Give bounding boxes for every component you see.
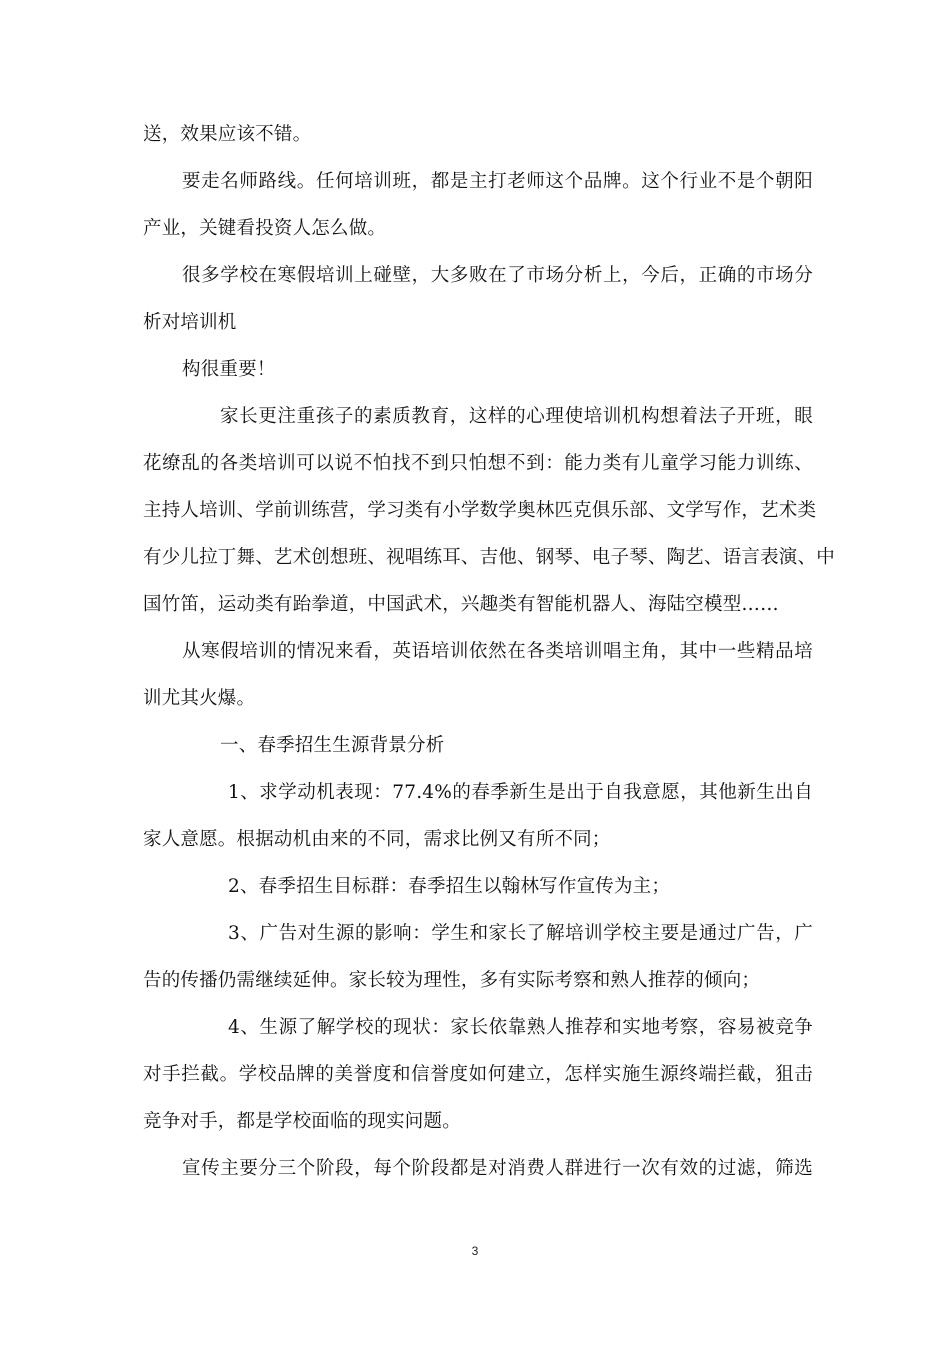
text-line: 2、春季招生目标群：春季招生以翰林写作宣传为主； — [228, 876, 671, 897]
text-line: 训尤其火爆。 — [143, 688, 256, 709]
text-line: 主持人培训、学前训练营，学习类有小学数学奥林匹克俱乐部、文学写作，艺术类 — [143, 500, 817, 521]
text-line: 家人意愿。根据动机由来的不同，需求比例又有所不同； — [143, 829, 611, 850]
text-line: 产业，关键看投资人怎么做。 — [143, 218, 387, 239]
text-line: 告的传播仍需继续延伸。家长较为理性，多有实际考察和熟人推荐的倾向； — [143, 970, 761, 991]
text-line: 竞争对手，都是学校面临的现实问题。 — [143, 1111, 461, 1132]
page-number: 3 — [471, 1244, 479, 1258]
text-line: 1、求学动机表现：77.4%的春季新生是出于自我意愿，其他新生出自 — [228, 782, 813, 803]
text-line: 要走名师路线。任何培训班，都是主打老师这个品牌。这个行业不是个朝阳 — [182, 171, 813, 192]
text-line: 有少儿拉丁舞、艺术创想班、视唱练耳、吉他、钢琴、电子琴、陶艺、语言表演、中 — [143, 547, 835, 568]
text-line: 4、生源了解学校的现状：家长依靠熟人推荐和实地考察，容易被竞争 — [228, 1017, 813, 1038]
text-line: 对手拦截。学校品牌的美誉度和信誉度如何建立，怎样实施生源终端拦截，狙击 — [143, 1064, 813, 1085]
text-line: 很多学校在寒假培训上碰壁，大多败在了市场分析上，今后，正确的市场分 — [182, 265, 813, 286]
text-line: 3、广告对生源的影响：学生和家长了解培训学校主要是通过广告，广 — [228, 923, 813, 944]
text-line: 构很重要！ — [182, 359, 276, 380]
text-line: 花缭乱的各类培训可以说不怕找不到只怕想不到：能力类有儿童学习能力训练、 — [143, 453, 813, 474]
text-line: 析对培训机 — [143, 312, 237, 333]
text-line: 送，效果应该不错。 — [143, 124, 312, 145]
text-line: 国竹笛，运动类有跆拳道，中国武术，兴趣类有智能机器人、海陆空模型…… — [143, 594, 779, 615]
section-heading: 一、春季招生生源背景分析 — [220, 735, 445, 756]
text-line: 宣传主要分三个阶段，每个阶段都是对消费人群进行一次有效的过滤，筛选 — [182, 1158, 813, 1179]
text-line: 家长更注重孩子的素质教育，这样的心理使培训机构想着法子开班，眼 — [220, 406, 813, 427]
text-line: 从寒假培训的情况来看，英语培训依然在各类培训唱主角，其中一些精品培 — [182, 641, 813, 662]
